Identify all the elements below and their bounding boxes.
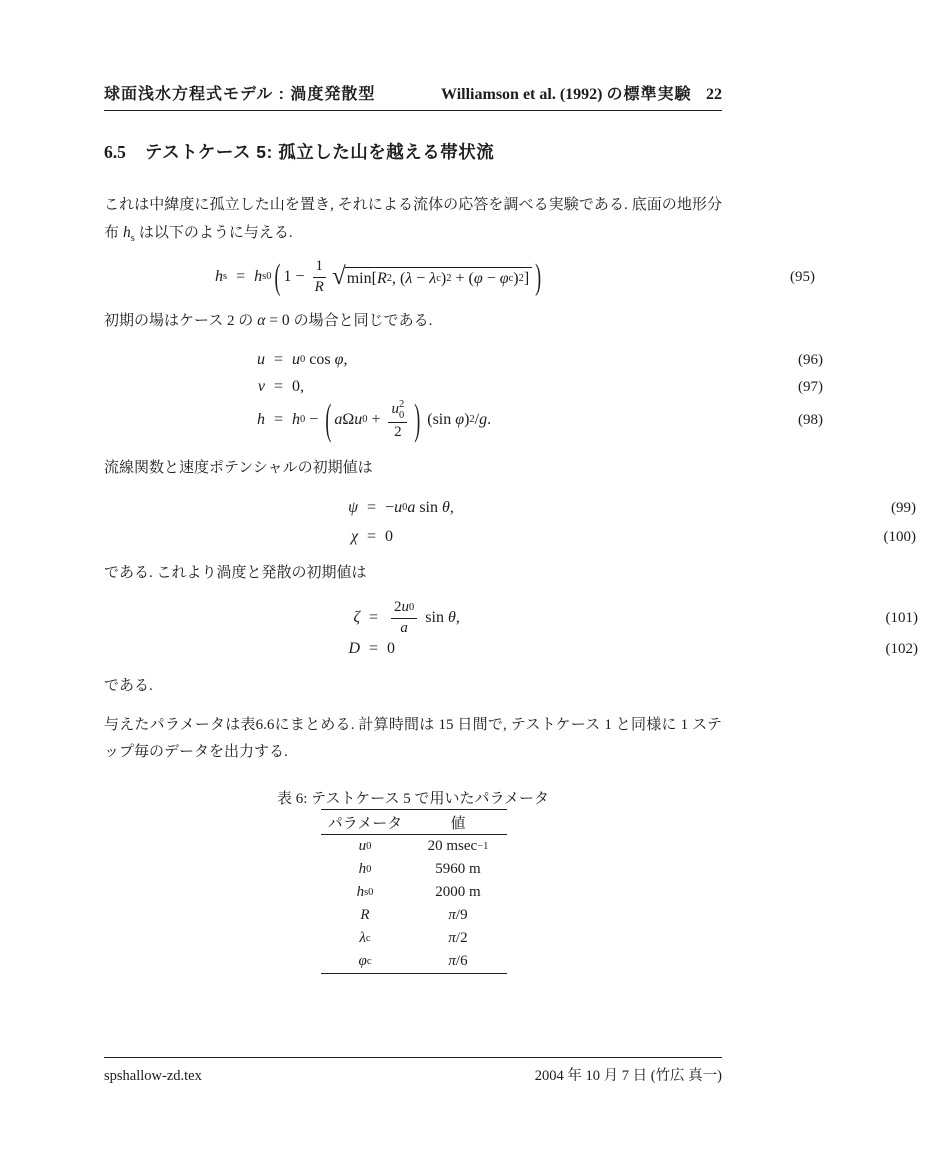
header-document-title	[441, 84, 692, 106]
table-header-row	[321, 810, 507, 835]
equals-sign: =	[274, 411, 284, 428]
paragraph-initial-field	[104, 307, 722, 335]
param-cell: h s0	[356, 884, 374, 900]
equation-number: (97)	[798, 378, 823, 395]
paragraph-text: である.	[104, 678, 153, 694]
equation-rhs: h s0 ( 1 − $\frac{1}{R}$ √ min[ R 2 , ( λ − λ c ) 2 + ( φ − φ c ) 2 ] )	[254, 256, 542, 296]
equation-number: (101)	[885, 609, 918, 626]
equation-lhs: v	[257, 378, 265, 395]
equals-sign: =	[236, 268, 246, 285]
equals-sign: =	[367, 528, 377, 545]
header-title-latin: Williamson et al. (1992)	[441, 86, 607, 103]
equation-number: (96)	[798, 351, 823, 368]
table-row	[321, 881, 507, 904]
inline-math-alpha: α = 0	[257, 312, 290, 329]
table-row	[321, 858, 507, 881]
value-cell: 20 msec −1	[427, 838, 489, 854]
equation-rhs: 2 u 0 a sin θ ,	[387, 599, 460, 637]
parameter-table	[321, 809, 507, 974]
value-cell: π /9	[448, 907, 468, 923]
table-row	[321, 927, 507, 950]
equation-rhs: 0	[385, 528, 394, 545]
column-header-value: 値	[450, 815, 466, 832]
value-cell: π /6	[448, 953, 468, 969]
equation-rhs: − u 0 a sin θ ,	[385, 499, 454, 516]
paragraph-dearu	[104, 673, 722, 700]
footer-filename: spshallow-zd.tex	[104, 1068, 202, 1084]
equation-lhs: χ	[350, 528, 358, 545]
equals-sign: =	[367, 499, 377, 516]
param-cell: h 0	[358, 861, 372, 877]
table-row	[321, 950, 507, 973]
equation-rhs: h 0 − ( a Ω u 0 + u 2 0 2 ) (sin φ ) 2 / g .	[292, 394, 492, 443]
param-cell: λ c	[359, 930, 371, 946]
section-number: 6.5	[104, 142, 126, 162]
equation-number: (95)	[790, 268, 815, 285]
equation-rhs: 0	[387, 640, 396, 657]
paragraph-topography	[104, 192, 722, 247]
inline-math-hs: $h_s$	[123, 224, 135, 245]
equation-lhs: ψ	[348, 499, 358, 516]
equation-lhs: ζ	[353, 609, 360, 626]
equation-number: (99)	[891, 499, 916, 516]
param-table-body	[321, 835, 507, 973]
footer-rule	[104, 1057, 722, 1058]
equation-number: (98)	[798, 411, 823, 428]
value-cell: 2000 m	[435, 884, 481, 900]
equation-rhs: u 0 cos φ ,	[292, 351, 348, 368]
equation-lhs: h	[257, 411, 265, 428]
page-header	[104, 84, 722, 108]
footer-date-author: 2004 年 10 月 7 日 (竹広 真一)	[534, 1068, 722, 1084]
paragraph-text: である. これより渦度と発散の初期値は	[104, 565, 367, 581]
equation-lhs: D	[348, 640, 360, 657]
table-row	[321, 835, 507, 858]
equation-number: (100)	[883, 528, 916, 545]
equals-sign: =	[274, 378, 284, 395]
param-cell: R	[360, 907, 370, 923]
paragraph-parameters	[104, 712, 722, 766]
column-header-parameter: パラメータ	[327, 815, 403, 832]
equation-lhs: h s	[215, 268, 228, 285]
paragraph-text: 初期の場はケース 2 の	[104, 313, 254, 329]
table-row	[321, 904, 507, 927]
paragraph-text: は以下のように与える.	[138, 225, 293, 241]
paragraph-text: これは中緯度に孤立した山を置き, それによる流体の応答を調べる実験である. 底面の地形分布	[104, 197, 722, 241]
paragraph-vorticity	[104, 560, 722, 587]
table-caption: 表 6: テストケース 5 で用いたパラメータ	[276, 791, 550, 807]
section-title: テストケース 5: 孤立した山を越える帯状流	[144, 142, 495, 162]
param-cell: φ c	[358, 953, 372, 969]
section-heading	[104, 140, 722, 164]
header-running-title: 球面浅水方程式モデル : 渦度発散型	[104, 86, 376, 103]
equation-lhs: u	[257, 351, 265, 368]
value-cell: 5960 m	[435, 861, 481, 877]
paragraph-text: 流線関数と速度ポテンシャルの初期値は	[104, 460, 373, 476]
equals-sign: =	[369, 640, 379, 657]
param-cell: u 0	[358, 838, 372, 854]
page-number: 22	[706, 86, 722, 103]
value-cell: π /2	[448, 930, 468, 946]
equals-sign: =	[274, 351, 284, 368]
header-title-cjk: の標準実験	[606, 86, 692, 103]
equals-sign: =	[369, 609, 379, 626]
header-rule	[104, 110, 722, 111]
paragraph-text: の場合と同じである.	[293, 313, 433, 329]
equation-rhs: 0,	[292, 378, 305, 395]
paragraph-streamfunction	[104, 455, 722, 482]
paragraph-text: 与えたパラメータは表6.6にまとめる. 計算時間は 15 日間で, テストケース 1 と同様に 1 ステップ毎のデータを出力する.	[104, 717, 722, 760]
equation-number: (102)	[885, 640, 918, 657]
